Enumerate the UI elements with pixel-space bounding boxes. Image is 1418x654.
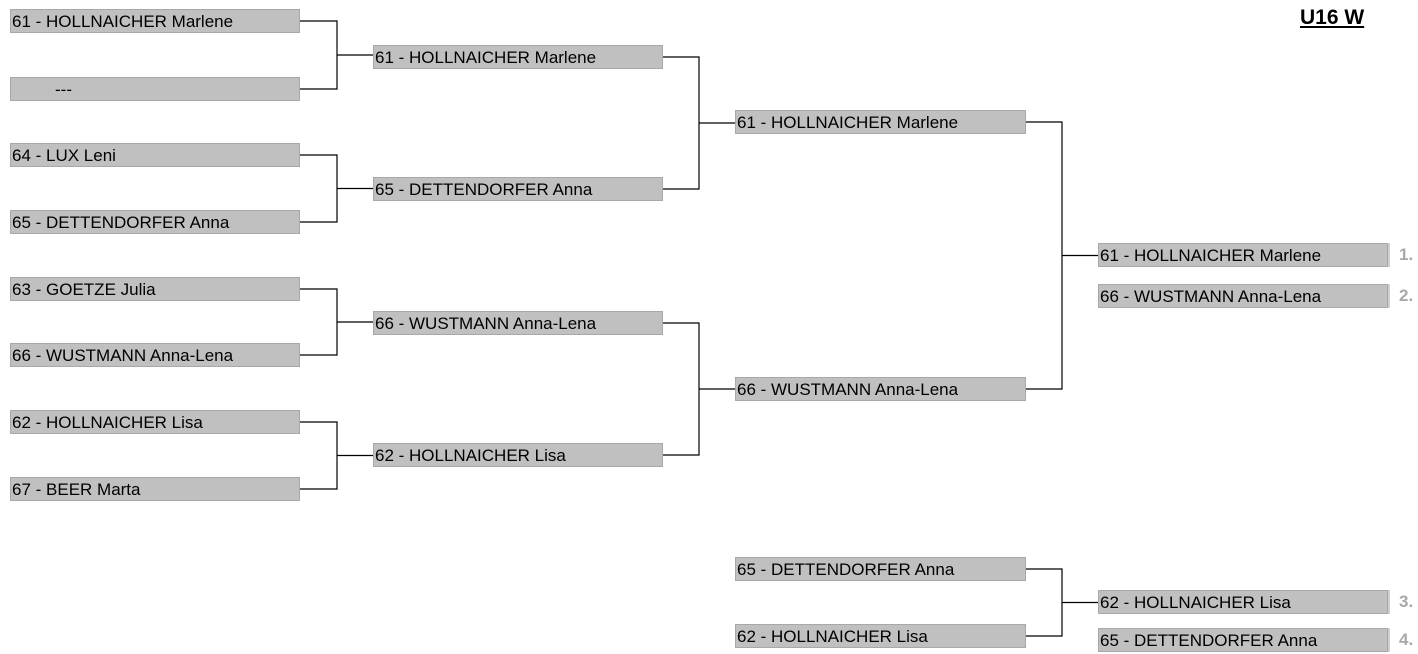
connector-semifinal bbox=[1026, 122, 1098, 389]
round2-entry-1: 61 - HOLLNAICHER Marlene bbox=[373, 45, 663, 69]
third-place-entrant-2: 62 - HOLLNAICHER Lisa bbox=[735, 624, 1026, 648]
connector-r1-match-3 bbox=[300, 289, 373, 355]
third-place: 62 - HOLLNAICHER Lisa bbox=[1098, 590, 1388, 614]
connector-r2-match-2 bbox=[663, 323, 735, 455]
round1-entry-4: 65 - DETTENDORFER Anna bbox=[10, 210, 300, 234]
round1-entry-8: 67 - BEER Marta bbox=[10, 477, 300, 501]
connector-r1-match-4 bbox=[300, 422, 373, 489]
third-place-entrant-1: 65 - DETTENDORFER Anna bbox=[735, 557, 1026, 581]
connector-r1-match-2 bbox=[300, 155, 373, 222]
semifinal-entry-2: 66 - WUSTMANN Anna-Lena bbox=[735, 377, 1026, 401]
rank-1: 1. bbox=[1388, 243, 1418, 267]
rank-4: 4. bbox=[1388, 628, 1418, 652]
round1-entry-3: 64 - LUX Leni bbox=[10, 143, 300, 167]
round2-entry-4: 62 - HOLLNAICHER Lisa bbox=[373, 443, 663, 467]
connector-r2-match-1 bbox=[663, 57, 735, 189]
connector-r1-match-1 bbox=[300, 21, 373, 89]
final-first-place: 61 - HOLLNAICHER Marlene bbox=[1098, 243, 1388, 267]
fourth-place: 65 - DETTENDORFER Anna bbox=[1098, 628, 1388, 652]
round1-entry-1: 61 - HOLLNAICHER Marlene bbox=[10, 9, 300, 33]
round1-entry-7: 62 - HOLLNAICHER Lisa bbox=[10, 410, 300, 434]
round1-entry-bye: --- bbox=[10, 77, 300, 101]
final-second-place: 66 - WUSTMANN Anna-Lena bbox=[1098, 284, 1388, 308]
connector-third-place bbox=[1026, 569, 1098, 636]
category-title: U16 W bbox=[1300, 6, 1365, 29]
round1-entry-6: 66 - WUSTMANN Anna-Lena bbox=[10, 343, 300, 367]
rank-3: 3. bbox=[1388, 590, 1418, 614]
round2-entry-3: 66 - WUSTMANN Anna-Lena bbox=[373, 311, 663, 335]
round2-entry-2: 65 - DETTENDORFER Anna bbox=[373, 177, 663, 201]
round1-entry-5: 63 - GOETZE Julia bbox=[10, 277, 300, 301]
semifinal-entry-1: 61 - HOLLNAICHER Marlene bbox=[735, 110, 1026, 134]
rank-2: 2. bbox=[1388, 284, 1418, 308]
